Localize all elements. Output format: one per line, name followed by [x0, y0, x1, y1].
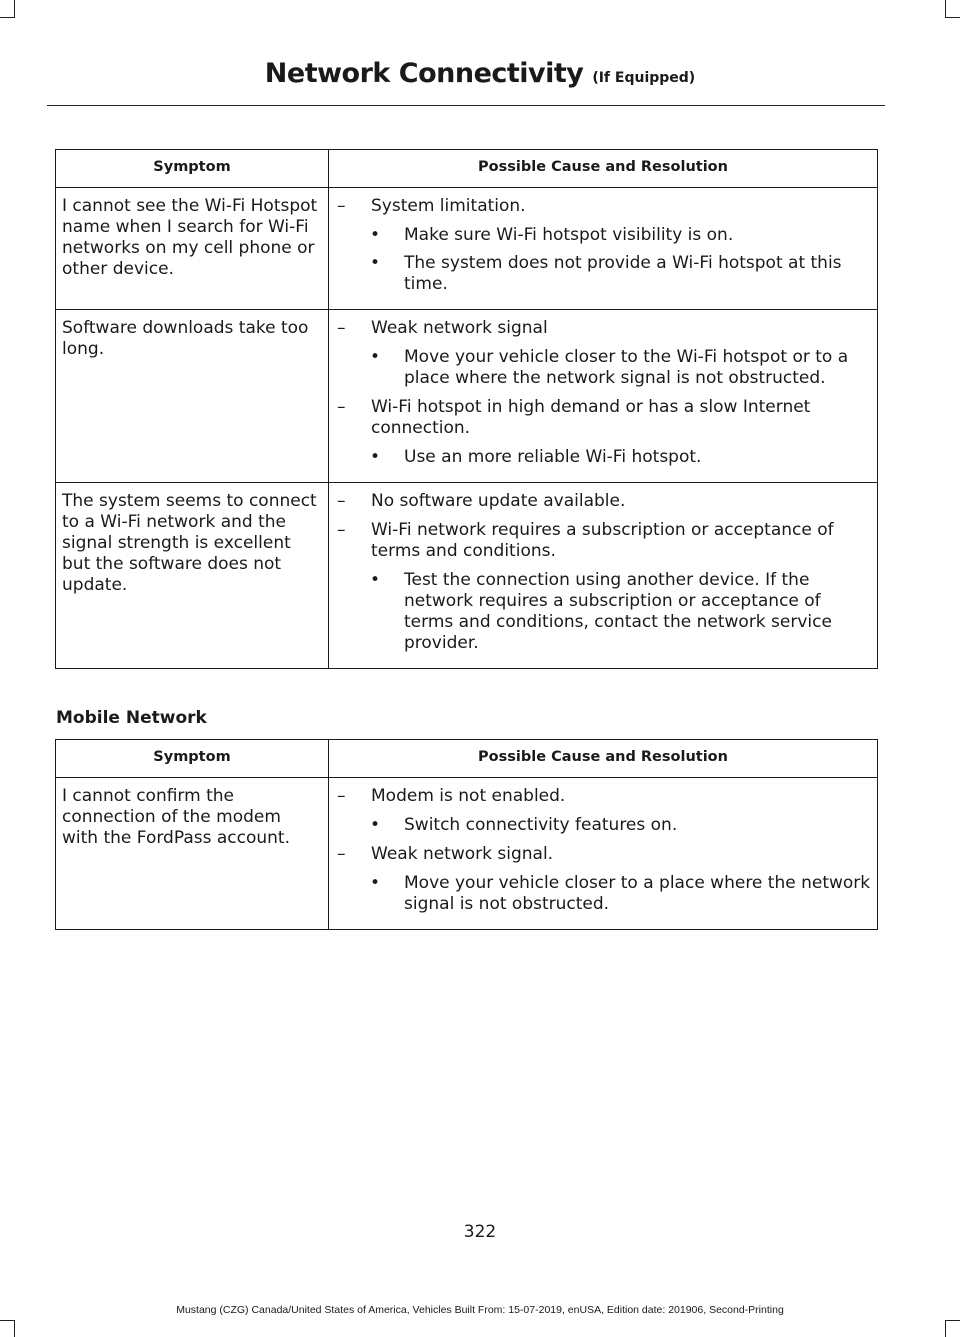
dash-marker: –	[337, 318, 346, 338]
table-row	[56, 188, 878, 310]
cause-cell	[329, 310, 878, 483]
cause-line	[335, 196, 871, 217]
table-row	[56, 310, 878, 483]
crop-mark-top-left	[14, 0, 15, 18]
table-header-row	[56, 150, 878, 188]
bullet-marker: •	[370, 570, 381, 590]
resolution-item	[335, 347, 871, 389]
table-header-row	[56, 740, 878, 778]
page-number: 322	[463, 1222, 497, 1242]
table-row	[56, 483, 878, 669]
cause-column-header: Possible Cause and Resolution	[329, 740, 878, 778]
page-title-qualifier: (If Equipped)	[592, 70, 696, 86]
crop-mark-bottom-left	[14, 1320, 15, 1337]
symptom-cell: I cannot see the Wi-Fi Hotspot name when I search for Wi-Fi networks on my cell phone or other device.	[56, 188, 329, 310]
resolution-text: Use an more reliable Wi-Fi hotspot.	[404, 447, 702, 467]
cause-line	[335, 318, 871, 339]
cause-line	[335, 491, 871, 512]
crop-mark-bottom-right	[945, 1320, 946, 1337]
dash-marker: –	[337, 491, 346, 511]
symptom-column-header: Symptom	[56, 740, 329, 778]
cause-item	[335, 491, 871, 512]
cause-line	[335, 520, 871, 562]
cause-column-header: Possible Cause and Resolution	[329, 150, 878, 188]
symptom-column-header: Symptom	[56, 150, 329, 188]
cause-item	[335, 196, 871, 295]
cause-item	[335, 520, 871, 654]
cause-text: Wi-Fi hotspot in high demand or has a slow Internet connection.	[371, 397, 811, 438]
page-title-text: Network Connectivity	[264, 58, 584, 89]
table-row	[56, 778, 878, 930]
bullet-marker: •	[370, 873, 381, 893]
dash-marker: –	[337, 844, 346, 864]
dash-marker: –	[337, 196, 346, 216]
cause-item	[335, 397, 871, 468]
cause-cell	[329, 483, 878, 669]
table-body	[56, 778, 878, 930]
dash-marker: –	[337, 397, 346, 417]
symptom-cell: The system seems to connect to a Wi-Fi network and the signal strength is excellent but the software does not update.	[56, 483, 329, 669]
cause-line	[335, 397, 871, 439]
crop-mark-top-left	[0, 17, 15, 18]
resolution-text: Move your vehicle closer to the Wi-Fi hotspot or to a place where the network signal is not obstructed.	[404, 347, 849, 388]
bullet-marker: •	[370, 253, 381, 273]
dash-marker: –	[337, 520, 346, 540]
cause-line	[335, 844, 871, 865]
resolution-text: Switch connectivity features on.	[404, 815, 678, 835]
dash-marker: –	[337, 786, 346, 806]
cause-text: Wi-Fi network requires a subscription or acceptance of terms and conditions.	[371, 520, 834, 561]
cause-text: Modem is not enabled.	[371, 786, 566, 806]
cause-item	[335, 318, 871, 389]
cause-line	[335, 786, 871, 807]
table-body	[56, 188, 878, 669]
crop-mark-top-right	[945, 17, 960, 18]
cause-cell	[329, 778, 878, 930]
resolution-item	[335, 225, 871, 246]
mobile-network-troubleshooting-table	[55, 739, 878, 930]
crop-mark-top-right	[945, 0, 946, 18]
bullet-marker: •	[370, 447, 381, 467]
resolution-item	[335, 570, 871, 654]
bullet-marker: •	[370, 225, 381, 245]
crop-mark-bottom-right	[945, 1320, 960, 1321]
crop-mark-bottom-left	[0, 1320, 15, 1321]
resolution-item	[335, 253, 871, 295]
resolution-text: Test the connection using another device. If the network requires a subscription or acceptance of terms and conditions, contact the network service provider.	[404, 570, 832, 653]
cause-item	[335, 786, 871, 836]
cause-cell	[329, 188, 878, 310]
cause-text: No software update available.	[371, 491, 626, 511]
cause-text: Weak network signal	[371, 318, 548, 338]
edition-footer: Mustang (CZG) Canada/United States of America, Vehicles Built From: 15-07-2019, enUSA, Edition date: 201906, Second-Printing	[176, 1304, 784, 1316]
resolution-text: Make sure Wi-Fi hotspot visibility is on.	[404, 225, 734, 245]
symptom-cell: I cannot confirm the connection of the modem with the FordPass account.	[56, 778, 329, 930]
resolution-item	[335, 447, 871, 468]
page-title	[0, 58, 960, 89]
section-heading: Mobile Network	[56, 708, 207, 728]
symptom-cell: Software downloads take too long.	[56, 310, 329, 483]
cause-item	[335, 844, 871, 915]
resolution-item	[335, 815, 871, 836]
wifi-troubleshooting-table	[55, 149, 878, 669]
resolution-text: The system does not provide a Wi-Fi hotspot at this time.	[404, 253, 842, 294]
resolution-text: Move your vehicle closer to a place where the network signal is not obstructed.	[404, 873, 871, 914]
bullet-marker: •	[370, 347, 381, 367]
bullet-marker: •	[370, 815, 381, 835]
resolution-item	[335, 873, 871, 915]
header-divider	[47, 105, 885, 106]
cause-text: Weak network signal.	[371, 844, 554, 864]
cause-text: System limitation.	[371, 196, 526, 216]
